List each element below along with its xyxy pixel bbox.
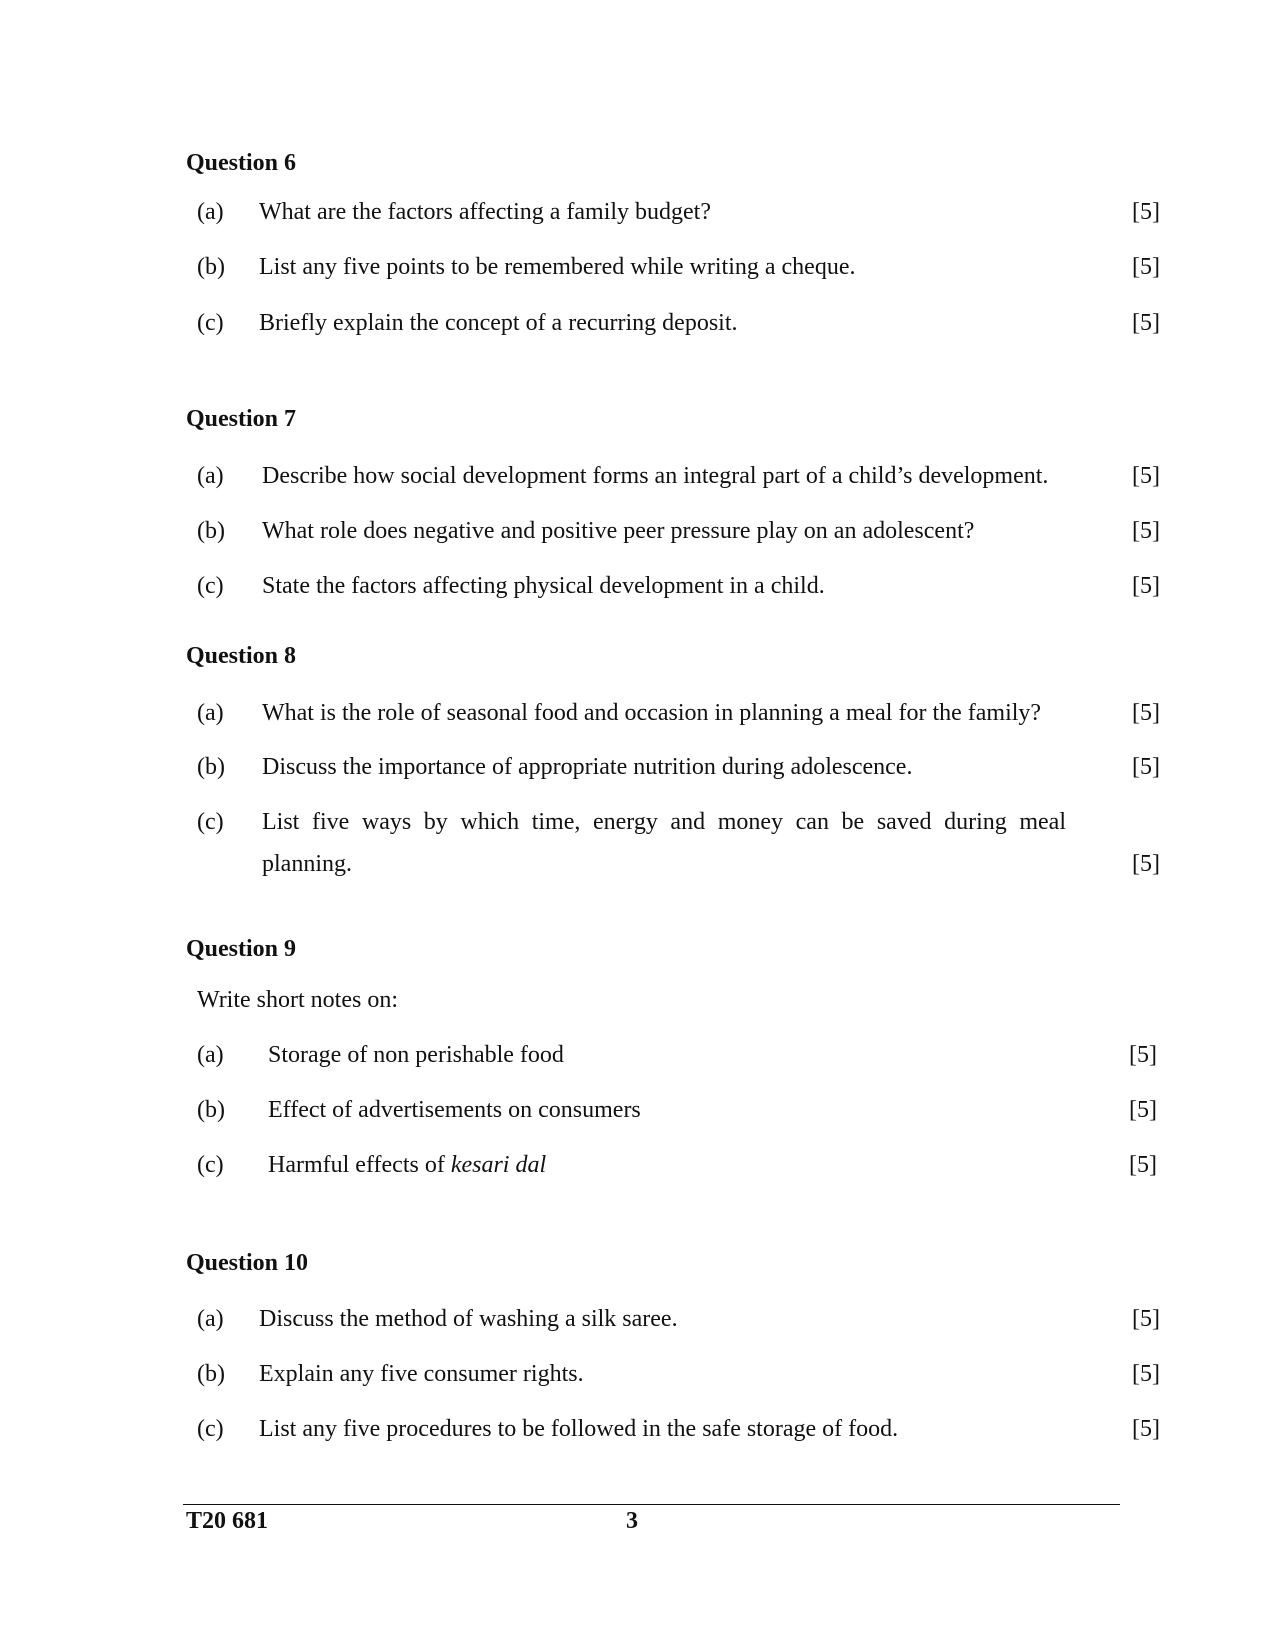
- question-6-part-a: [0, 197, 1275, 227]
- part-text: Discuss the importance of appropriate nutrition during adolescence.: [262, 754, 913, 780]
- part-text: Explain any five consumer rights.: [259, 1361, 584, 1387]
- part-label: (a): [197, 463, 224, 489]
- part-text: Describe how social development forms an integral part of a child’s development.: [262, 463, 1049, 489]
- marks: [5]: [1132, 518, 1160, 544]
- part-label: (a): [197, 1042, 224, 1068]
- part-label: (a): [197, 700, 224, 726]
- marks: [5]: [1132, 199, 1160, 225]
- question-7-part-c: [0, 571, 1275, 601]
- question-7-part-b: [0, 516, 1275, 546]
- question-8-part-c: [0, 807, 1275, 897]
- part-text-italic: kesari dal: [450, 1152, 547, 1178]
- question-7-part-a: [0, 461, 1275, 491]
- footer-rule: [183, 1504, 1120, 1505]
- page-number: 3: [626, 1508, 638, 1534]
- question-10-heading: Question 10: [186, 1250, 309, 1276]
- question-10-part-c: [0, 1414, 1275, 1444]
- part-label: (a): [197, 1306, 224, 1332]
- question-8-heading: Question 8: [186, 643, 297, 669]
- part-label: (a): [197, 199, 224, 225]
- part-text: [268, 1150, 546, 1180]
- part-label: (b): [197, 518, 225, 544]
- question-6-part-b: [0, 252, 1275, 282]
- part-text: List any five points to be remembered while writing a cheque.: [259, 254, 856, 280]
- question-7-heading: Question 7: [186, 406, 297, 432]
- marks: [5]: [1132, 851, 1160, 877]
- part-label: (b): [197, 754, 225, 780]
- part-label: (b): [197, 1097, 225, 1123]
- part-label: (c): [197, 809, 224, 835]
- marks: [5]: [1132, 573, 1160, 599]
- question-8-part-b: [0, 752, 1275, 782]
- question-10-part-a: [0, 1304, 1275, 1334]
- question-9-part-a: [0, 1040, 1275, 1070]
- question-6-part-c: [0, 308, 1275, 338]
- part-text: What is the role of seasonal food and occasion in planning a meal for the family?: [262, 700, 1042, 726]
- part-label: (b): [197, 1361, 225, 1387]
- part-text: What role does negative and positive peer pressure play on an adolescent?: [262, 518, 975, 544]
- marks: [5]: [1129, 1152, 1157, 1178]
- part-text: Briefly explain the concept of a recurring deposit.: [259, 310, 738, 336]
- marks: [5]: [1132, 700, 1160, 726]
- marks: [5]: [1132, 310, 1160, 336]
- question-9-heading: Question 9: [186, 936, 297, 962]
- part-text: Effect of advertisements on consumers: [268, 1097, 641, 1123]
- marks: [5]: [1132, 1361, 1160, 1387]
- question-6-heading: Question 6: [186, 150, 297, 176]
- marks: [5]: [1132, 754, 1160, 780]
- part-text: Storage of non perishable food: [268, 1042, 564, 1068]
- marks: [5]: [1132, 463, 1160, 489]
- part-text: List any five procedures to be followed in the safe storage of food.: [259, 1416, 899, 1442]
- marks: [5]: [1132, 1306, 1160, 1332]
- part-text: List five ways by which time, energy and money can be saved during meal planning.: [262, 809, 1066, 877]
- question-9-intro: Write short notes on:: [197, 987, 398, 1013]
- part-text: Discuss the method of washing a silk saree.: [259, 1306, 678, 1332]
- part-label: (c): [197, 1416, 224, 1442]
- part-label: (b): [197, 254, 225, 280]
- marks: [5]: [1129, 1042, 1157, 1068]
- part-label: (c): [197, 1152, 224, 1178]
- paper-code: T20 681: [186, 1508, 269, 1534]
- question-9-part-b: [0, 1095, 1275, 1125]
- question-9-part-c: [0, 1150, 1275, 1180]
- marks: [5]: [1129, 1097, 1157, 1123]
- question-10-part-b: [0, 1359, 1275, 1389]
- marks: [5]: [1132, 254, 1160, 280]
- part-label: (c): [197, 310, 224, 336]
- question-8-part-a: [0, 698, 1275, 728]
- part-label: (c): [197, 573, 224, 599]
- part-text: What are the factors affecting a family budget?: [259, 199, 712, 225]
- part-text-prefix: Harmful effects of: [268, 1152, 445, 1178]
- marks: [5]: [1132, 1416, 1160, 1442]
- part-text: State the factors affecting physical development in a child.: [262, 573, 825, 599]
